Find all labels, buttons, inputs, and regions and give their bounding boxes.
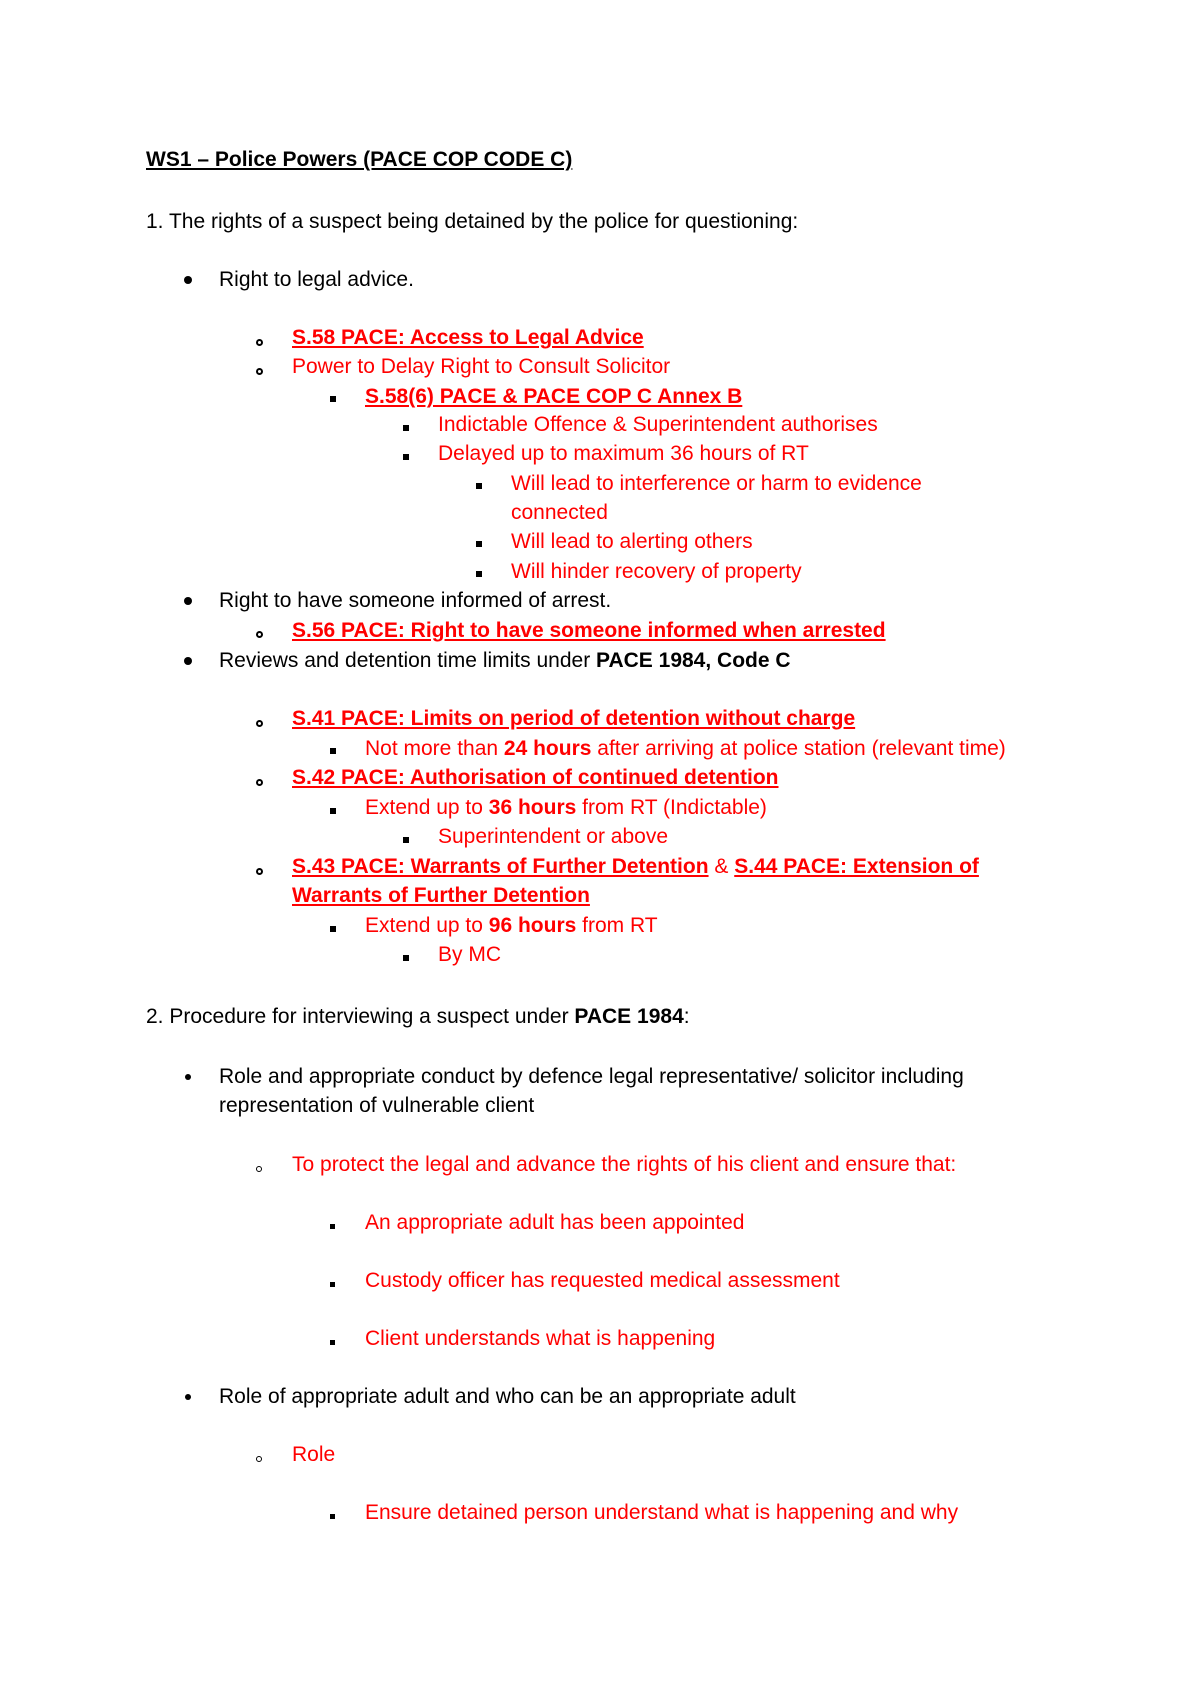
extend36-rest: from RT (Indictable) <box>576 796 767 819</box>
bullet-icon <box>184 597 192 605</box>
circle-bullet-icon <box>256 1166 262 1172</box>
list-item-right-informed: Right to have someone informed of arrest. <box>219 589 612 612</box>
square-bullet-icon <box>330 1514 335 1519</box>
square-bullet-icon <box>330 748 336 754</box>
square-bullet-icon <box>330 396 336 402</box>
square-bullet-icon <box>403 454 409 460</box>
ampersand-text: & <box>708 855 735 878</box>
list-item-s56: S.56 PACE: Right to have someone informed when arrested <box>292 619 886 642</box>
square-bullet-icon <box>330 926 336 932</box>
extend96-bold: 96 hours <box>488 914 577 937</box>
list-item-custody-medical: Custody officer has requested medical assessment <box>365 1269 840 1292</box>
list-item-client-understands: Client understands what is happening <box>365 1327 716 1350</box>
square-bullet-icon <box>476 571 482 577</box>
square-bullet-icon <box>403 955 409 961</box>
q2-text: 2. Procedure for interviewing a suspect under <box>146 1005 575 1028</box>
q2-bold: PACE 1984 <box>574 1005 684 1028</box>
list-item-adult-appointed: An appropriate adult has been appointed <box>365 1211 745 1234</box>
s44-text: S.44 PACE: Extension of <box>734 855 979 878</box>
circle-bullet-icon <box>256 868 263 875</box>
list-item-right-legal-advice: Right to legal advice. <box>219 268 414 291</box>
list-item-s44-cont: Warrants of Further Detention <box>292 884 590 907</box>
list-item-hinder: Will hinder recovery of property <box>511 560 802 583</box>
circle-bullet-icon <box>256 339 263 346</box>
circle-bullet-icon <box>256 631 263 638</box>
question-1-heading: 1. The rights of a suspect being detained by the police for questioning: <box>146 210 799 233</box>
list-item-not-more-24 <box>365 735 1006 763</box>
list-item-role: Role <box>292 1443 336 1466</box>
extend96-text: Extend up to <box>365 914 489 937</box>
list-item-role-conduct-cont: representation of vulnerable client <box>219 1094 535 1117</box>
list-item-interference: Will lead to interference or harm to evidence <box>511 472 922 495</box>
list-item-reviews <box>219 647 791 675</box>
extend36-bold: 36 hours <box>488 796 577 819</box>
square-bullet-icon <box>476 483 482 489</box>
bullet-icon <box>185 1394 191 1400</box>
circle-bullet-icon <box>256 368 263 375</box>
reviews-bold-text: PACE 1984, Code C <box>596 649 791 672</box>
list-item-indictable-super: Indictable Offence & Superintendent authorises <box>438 413 878 436</box>
list-item-s58: S.58 PACE: Access to Legal Advice <box>292 326 644 349</box>
bullet-icon <box>184 276 192 284</box>
list-item-by-mc: By MC <box>438 943 501 966</box>
extend36-text: Extend up to <box>365 796 489 819</box>
list-item-s42: S.42 PACE: Authorisation of continued detention <box>292 766 779 789</box>
square-bullet-icon <box>330 1340 335 1345</box>
bullet-icon <box>185 1074 191 1080</box>
document-title: WS1 – Police Powers (PACE COP CODE C) <box>146 148 573 171</box>
not-more-rest: after arriving at police station (relevant time) <box>591 737 1006 760</box>
list-item-delayed-36: Delayed up to maximum 36 hours of RT <box>438 442 809 465</box>
list-item-interference-cont: connected <box>511 501 608 524</box>
circle-bullet-icon <box>256 779 263 786</box>
square-bullet-icon <box>330 1282 335 1287</box>
bullet-icon <box>184 657 192 665</box>
list-item-alerting: Will lead to alerting others <box>511 530 753 553</box>
list-item-extend-96 <box>365 912 658 940</box>
s43-text: S.43 PACE: Warrants of Further Detention <box>292 855 709 878</box>
list-item-s41: S.41 PACE: Limits on period of detention without charge <box>292 707 856 730</box>
list-item-ensure-detained: Ensure detained person understand what is happening and why <box>365 1501 959 1524</box>
q2-colon: : <box>683 1005 690 1028</box>
list-item-power-delay: Power to Delay Right to Consult Solicitor <box>292 355 671 378</box>
circle-bullet-icon <box>256 1456 262 1462</box>
list-item-extend-36 <box>365 794 767 822</box>
square-bullet-icon <box>403 425 409 431</box>
list-item-role-aa: Role of appropriate adult and who can be an appropriate adult <box>219 1385 796 1408</box>
reviews-text: Reviews and detention time limits under <box>219 649 597 672</box>
question-2-heading <box>146 1003 690 1031</box>
list-item-s43-s44 <box>292 853 979 881</box>
not-more-text: Not more than <box>365 737 504 760</box>
square-bullet-icon <box>330 808 336 814</box>
list-item-role-conduct: Role and appropriate conduct by defence legal representative/ solicitor including <box>219 1065 964 1088</box>
extend96-rest: from RT <box>576 914 658 937</box>
square-bullet-icon <box>403 837 409 843</box>
list-item-protect: To protect the legal and advance the rights of his client and ensure that: <box>292 1153 957 1176</box>
list-item-super-above: Superintendent or above <box>438 825 669 848</box>
circle-bullet-icon <box>256 720 263 727</box>
square-bullet-icon <box>330 1224 335 1229</box>
list-item-s58-6: S.58(6) PACE & PACE COP C Annex B <box>365 385 743 408</box>
square-bullet-icon <box>476 541 482 547</box>
not-more-bold: 24 hours <box>503 737 592 760</box>
